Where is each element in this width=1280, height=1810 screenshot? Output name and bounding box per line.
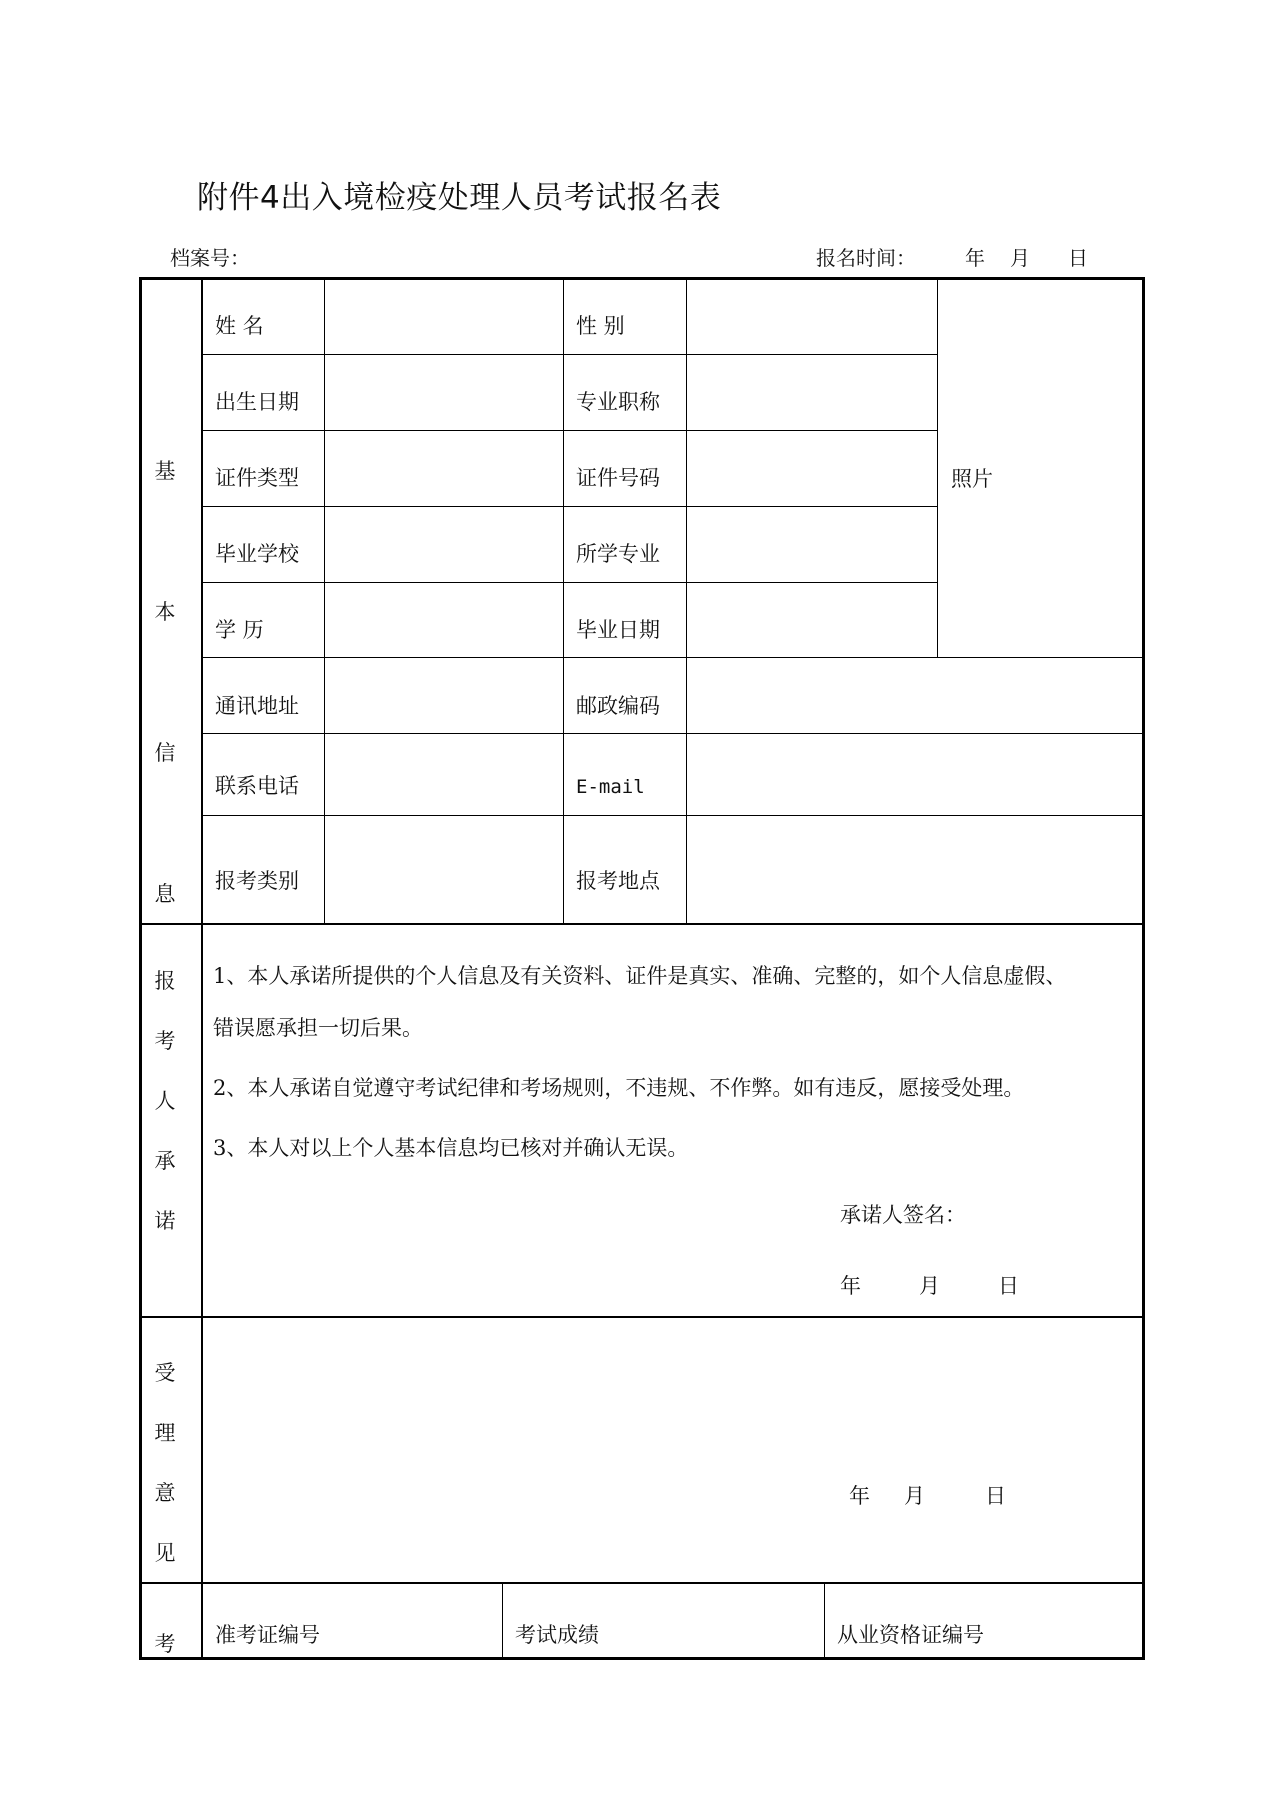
section-label-pledge-char: 承 bbox=[154, 1149, 176, 1173]
photo-column-line bbox=[937, 277, 938, 657]
row-line bbox=[201, 657, 1145, 658]
archive-number-label: 档案号： bbox=[170, 246, 250, 270]
section-label-basic-char: 本 bbox=[154, 600, 176, 624]
professional-title-label: 专业职称 bbox=[576, 390, 660, 414]
section-label-acceptance-char: 受 bbox=[154, 1361, 176, 1385]
name-label: 姓 名 bbox=[215, 314, 264, 338]
pledge-item-2: 2、本人承诺自觉遵守考试纪律和考场规则，不违规、不作弊。如有违反，愿接受处理。 bbox=[213, 1076, 1025, 1100]
row-line bbox=[201, 506, 937, 507]
row-line bbox=[201, 430, 937, 431]
column-line bbox=[502, 1582, 503, 1660]
section-label-basic-char: 信 bbox=[154, 741, 176, 765]
section-divider-pledge-acceptance bbox=[139, 1316, 1145, 1318]
section-label-acceptance-char: 意 bbox=[154, 1481, 176, 1505]
section-label-column-divider bbox=[201, 277, 203, 1660]
section-label-acceptance-char: 理 bbox=[154, 1421, 176, 1445]
ticket-number-label: 准考证编号 bbox=[215, 1623, 320, 1647]
row-line bbox=[201, 815, 1145, 816]
qualification-cert-number-label: 从业资格证编号 bbox=[837, 1623, 984, 1647]
column-line bbox=[563, 277, 564, 923]
exam-location-label: 报考地点 bbox=[576, 869, 660, 893]
acceptance-day-label: 日 bbox=[985, 1484, 1006, 1508]
section-label-pledge-char: 诺 bbox=[154, 1209, 176, 1233]
pledge-day-label: 日 bbox=[998, 1274, 1019, 1298]
pledge-item-3: 3、本人对以上个人基本信息均已核对并确认无误。 bbox=[213, 1136, 689, 1160]
apply-day-label: 日 bbox=[1068, 246, 1088, 270]
row-line bbox=[201, 354, 937, 355]
section-label-basic-char: 基 bbox=[154, 459, 176, 483]
pledge-year-label: 年 bbox=[840, 1274, 861, 1298]
row-line bbox=[201, 582, 937, 583]
graduation-date-label: 毕业日期 bbox=[576, 618, 660, 642]
apply-year-label: 年 bbox=[965, 246, 985, 270]
signature-label: 承诺人签名： bbox=[840, 1203, 966, 1227]
phone-label: 联系电话 bbox=[215, 774, 299, 798]
exam-category-label: 报考类别 bbox=[215, 869, 299, 893]
id-type-label: 证件类型 bbox=[215, 466, 299, 490]
section-label-acceptance-char: 见 bbox=[154, 1541, 176, 1565]
apply-month-label: 月 bbox=[1010, 246, 1030, 270]
address-label: 通讯地址 bbox=[215, 694, 299, 718]
section-label-exam-char: 考 bbox=[154, 1632, 176, 1656]
section-divider-acceptance-exam bbox=[139, 1582, 1145, 1584]
pledge-month-label: 月 bbox=[919, 1274, 940, 1298]
major-label: 所学专业 bbox=[576, 542, 660, 566]
section-divider-basic-pledge bbox=[139, 923, 1145, 925]
row-line bbox=[201, 733, 1145, 734]
section-label-pledge-char: 报 bbox=[154, 969, 176, 993]
column-line bbox=[824, 1582, 825, 1660]
apply-time-label: 报名时间： bbox=[816, 246, 916, 270]
exam-score-label: 考试成绩 bbox=[515, 1623, 599, 1647]
id-number-label: 证件号码 bbox=[576, 466, 660, 490]
section-label-basic-char: 息 bbox=[154, 882, 176, 906]
education-label: 学 历 bbox=[215, 618, 264, 642]
acceptance-year-label: 年 bbox=[849, 1484, 870, 1508]
photo-placeholder-label: 照片 bbox=[951, 467, 993, 491]
section-label-pledge-char: 人 bbox=[154, 1089, 176, 1113]
page-title: 附件4出入境检疫处理人员考试报名表 bbox=[197, 180, 722, 216]
gender-label: 性 别 bbox=[576, 314, 625, 338]
column-line bbox=[324, 277, 325, 923]
pledge-item-1-line-1: 1、本人承诺所提供的个人信息及有关资料、证件是真实、准确、完整的，如个人信息虚假、 bbox=[213, 964, 1067, 988]
postcode-label: 邮政编码 bbox=[576, 694, 660, 718]
section-label-pledge-char: 考 bbox=[154, 1029, 176, 1053]
acceptance-month-label: 月 bbox=[904, 1484, 925, 1508]
birth-date-label: 出生日期 bbox=[215, 390, 299, 414]
pledge-item-1-line-2: 错误愿承担一切后果。 bbox=[213, 1016, 423, 1040]
email-label: E-mail bbox=[576, 776, 645, 798]
column-line bbox=[686, 277, 687, 923]
school-label: 毕业学校 bbox=[215, 542, 299, 566]
